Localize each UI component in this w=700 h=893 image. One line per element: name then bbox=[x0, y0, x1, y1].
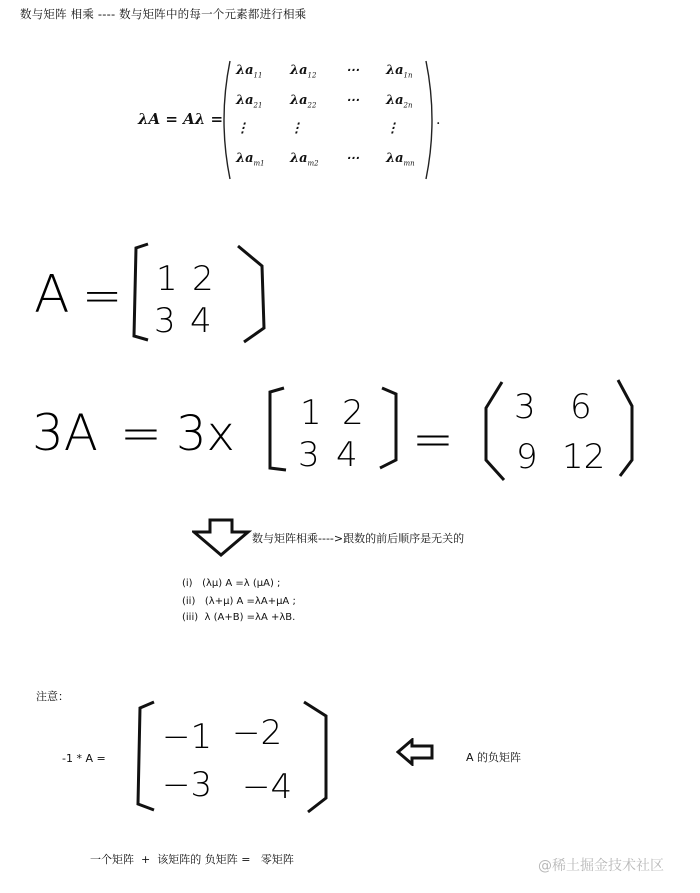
negative-cell-21: −3 bbox=[162, 765, 213, 805]
formula-cell bbox=[290, 93, 316, 110]
bottom-statement: 一个矩阵 + 该矩阵的 负矩阵 = 零矩阵 bbox=[90, 853, 294, 866]
example-3a-cell-12: 2 bbox=[342, 393, 364, 433]
scalar-matrix-formula bbox=[138, 55, 450, 185]
example-a-cell-21: 3 bbox=[154, 301, 176, 341]
example-a-cell-22: 4 bbox=[190, 301, 212, 341]
example-3a-factor: 3x bbox=[176, 406, 235, 462]
formula-cell-main: λa bbox=[386, 63, 404, 78]
formula-cell-subscript: mn bbox=[403, 159, 415, 168]
formula-cell bbox=[290, 63, 316, 80]
formula-cell-main: ⋯ bbox=[346, 93, 359, 108]
formula-cell bbox=[386, 151, 415, 168]
example-a-name: A bbox=[34, 265, 70, 325]
formula-cell-subscript: 22 bbox=[307, 101, 317, 110]
example-a-cell-12: 2 bbox=[192, 259, 214, 299]
formula-cell bbox=[346, 151, 359, 168]
formula-cell bbox=[386, 63, 413, 80]
example-3a-result-11: 3 bbox=[514, 387, 536, 427]
watermark: @稀土掘金技术社区 bbox=[538, 858, 664, 874]
formula-cell-main: λa bbox=[236, 151, 254, 166]
example-3a-cell-22: 4 bbox=[336, 435, 358, 475]
formula-cell-main: λa bbox=[386, 93, 404, 108]
formula-cell-main: λa bbox=[290, 63, 308, 78]
example-3a-result-21: 9 bbox=[516, 437, 538, 477]
formula-cell-main: ⋯ bbox=[346, 63, 359, 78]
property-1: (i) (λμ) A =λ (μA) ; bbox=[182, 578, 281, 589]
formula-cell bbox=[386, 121, 399, 138]
arrow-caption: 数与矩阵相乘---->跟数的前后顺序是无关的 bbox=[252, 532, 465, 545]
example-a-equals: = bbox=[82, 268, 123, 324]
example-3a-lhs: 3A bbox=[32, 404, 99, 462]
formula-cell bbox=[290, 151, 319, 168]
formula-cell-main: λa bbox=[290, 151, 308, 166]
formula-cell-main: λa bbox=[236, 63, 254, 78]
note-label: 注意： bbox=[36, 690, 69, 703]
formula-cell-main: λa bbox=[386, 151, 404, 166]
formula-cell-main: ⋮ bbox=[236, 121, 249, 136]
formula-cell bbox=[386, 93, 413, 110]
formula-cell bbox=[236, 151, 265, 168]
example-3a-result-22: 12 bbox=[562, 437, 606, 477]
formula-cell-subscript: 12 bbox=[307, 71, 317, 80]
formula-period: . bbox=[436, 112, 441, 128]
page-heading: 数与矩阵 相乘 ---- 数与矩阵中的每一个元素都进行相乘 bbox=[20, 7, 307, 21]
formula-cell-main: ⋯ bbox=[346, 151, 359, 166]
negative-cell-11: −1 bbox=[162, 717, 213, 757]
formula-cell-subscript: 1n bbox=[403, 71, 413, 80]
formula-lhs: λA = Aλ = bbox=[138, 110, 224, 128]
example-3a-cell-21: 3 bbox=[298, 435, 320, 475]
negative-label: -1 * A = bbox=[62, 752, 106, 765]
left-arrow-icon bbox=[396, 738, 436, 766]
formula-cell-subscript: 2n bbox=[403, 101, 413, 110]
formula-cell bbox=[346, 63, 359, 80]
formula-cell-main: ⋮ bbox=[290, 121, 303, 136]
formula-cell bbox=[236, 93, 262, 110]
formula-cell bbox=[236, 63, 262, 80]
example-3a-result-12: 6 bbox=[570, 387, 592, 427]
formula-cell-subscript: 11 bbox=[253, 71, 263, 80]
example-3a-cell-11: 1 bbox=[300, 393, 322, 433]
formula-cell-main: λa bbox=[290, 93, 308, 108]
formula-cell bbox=[290, 121, 303, 138]
formula-cell-main: λa bbox=[236, 93, 254, 108]
example-3a-equals: = bbox=[120, 404, 162, 462]
example-a-cell-11: 1 bbox=[156, 259, 178, 299]
formula-cell bbox=[236, 121, 249, 138]
example-3a-equals2: = bbox=[412, 410, 454, 468]
property-2: (ii) (λ+μ) A =λA+μA ; bbox=[182, 596, 296, 607]
property-3: (iii) λ (A+B) =λA +λB. bbox=[182, 612, 296, 623]
down-arrow-icon bbox=[192, 518, 252, 558]
formula-cell-subscript: m1 bbox=[253, 159, 265, 168]
formula-cell-subscript: m2 bbox=[307, 159, 319, 168]
negative-matrix-handwritten bbox=[126, 694, 346, 824]
formula-cell-subscript: 21 bbox=[253, 101, 263, 110]
example-3a-handwritten bbox=[30, 372, 670, 492]
example-a-handwritten bbox=[30, 232, 280, 352]
negative-cell-12: −2 bbox=[232, 713, 283, 753]
negative-cell-22: −4 bbox=[242, 767, 293, 807]
negative-caption: A 的负矩阵 bbox=[466, 751, 522, 764]
formula-cell-main: ⋮ bbox=[386, 121, 399, 136]
formula-cell bbox=[346, 93, 359, 110]
